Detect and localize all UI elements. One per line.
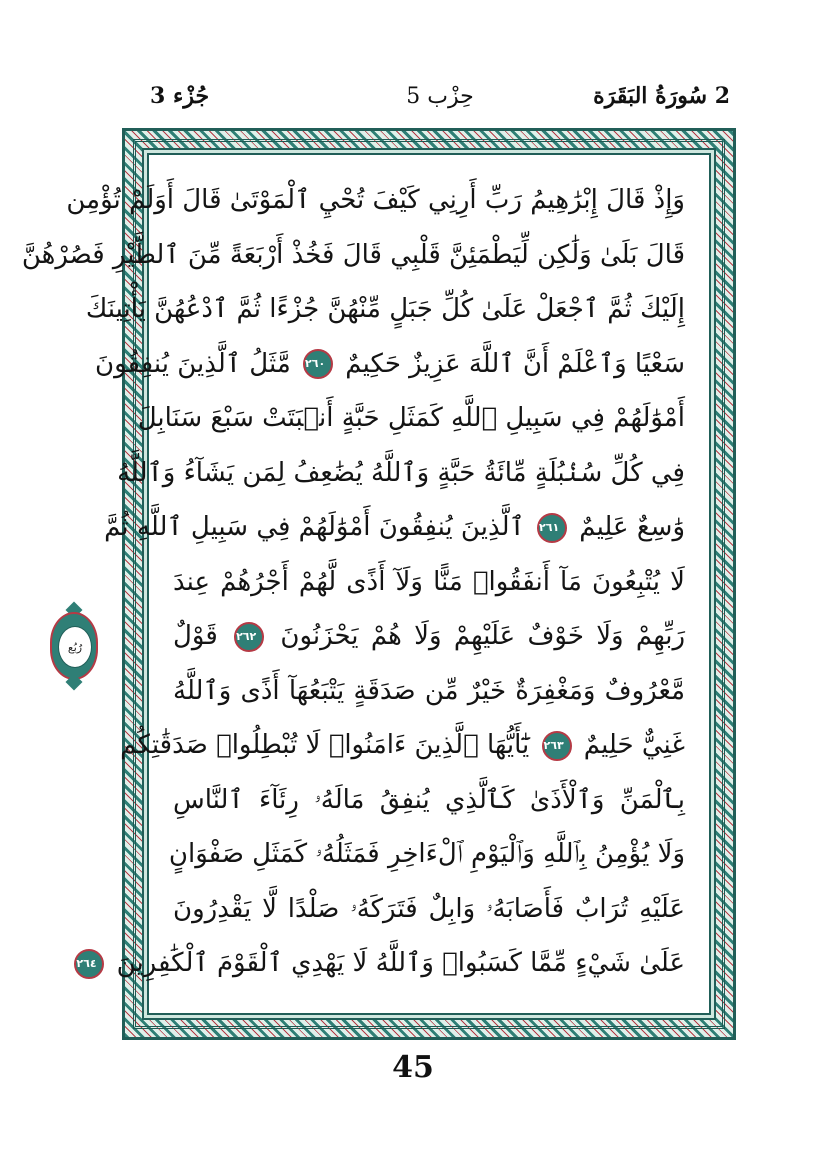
rub-marker: [44, 598, 104, 694]
quran-text: [21, 173, 685, 991]
ayah-number-marker: ٢٦٣: [542, 731, 572, 761]
text-line: غَنِيٌّ حَلِيمٌ ٢٦٣ يَٰٓأَيُّهَا ٱلَّذِينَ ءَامَنُوا۟ لَا تُبْطِلُوا۟ صَدَقَٰتِكُم: [120, 730, 685, 760]
text-line: فِي كُلِّ سُنۢبُلَةٍ مِّائَةُ حَبَّةٍ وَٱللَّهُ يُضَٰعِفُ لِمَن يَشَآءُ وَٱللَّهُ: [117, 457, 685, 488]
text-line: وَإِذْ قَالَ إِبْرَٰهِيمُ رَبِّ أَرِنِي كَيْفَ تُحْيِ ٱلْمَوْتَىٰ قَالَ أَوَلَمْ تُؤْمِن: [66, 185, 685, 215]
surah-name: 2 سُورَةُ البَقَرَة: [593, 83, 730, 109]
text-area: [21, 153, 711, 1015]
text-line: بِٱلْمَنِّ وَٱلْأَذَىٰ كَٱلَّذِي يُنفِقُ مَالَهُۥ رِئَآءَ ٱلنَّاسِ: [173, 784, 685, 815]
juz-label: جُزْء 3: [150, 83, 210, 109]
text-line: رَبِّهِمْ وَلَا خَوْفٌ عَلَيْهِمْ وَلَا هُمْ يَحْزَنُونَ ٢٦٢ قَوْلٌ: [173, 621, 685, 651]
text-line: عَلَيْهِ تُرَابٌ فَأَصَابَهُۥ وَابِلٌ فَتَرَكَهُۥ صَلْدًا لَّا يَقْدِرُونَ: [173, 893, 685, 924]
page-header: [150, 78, 730, 114]
text-line: لَا يُتْبِعُونَ مَآ أَنفَقُوا۟ مَنًّا وَلَآ أَذًى لَّهُمْ أَجْرُهُمْ عِندَ: [173, 566, 685, 597]
text-line: مَّعْرُوفٌ وَمَغْفِرَةٌ خَيْرٌ مِّن صَدَقَةٍ يَتْبَعُهَآ أَذًى وَٱللَّهُ: [173, 675, 685, 706]
text-line: وَلَا يُؤْمِنُ بِٱللَّهِ وَٱلْيَوْمِ ٱلْءَاخِرِ فَمَثَلُهُۥ كَمَثَلِ صَفْوَانٍ: [168, 839, 685, 869]
ayah-number-marker: ٢٦٢: [234, 622, 264, 652]
text-line: أَمْوَٰلَهُمْ فِي سَبِيلِ ٱللَّهِ كَمَثَلِ حَبَّةٍ أَنۢبَتَتْ سَبْعَ سَنَابِلَ: [137, 403, 685, 433]
ornamental-frame: [21, 128, 736, 1040]
ayah-number-marker: ٢٦٠: [303, 349, 333, 379]
page-number: 45: [392, 1050, 434, 1085]
hizb-label: حِزْب 5: [406, 83, 474, 109]
text-line: إِلَيْكَ ثُمَّ ٱجْعَلْ عَلَىٰ كُلِّ جَبَلٍ مِّنْهُنَّ جُزْءًا ثُمَّ ٱدْعُهُنَّ يَأْتِينَكَ: [85, 294, 685, 324]
text-line: عَلَىٰ شَيْءٍ مِّمَّا كَسَبُوا۟ وَٱللَّهُ لَا يَهْدِي ٱلْقَوْمَ ٱلْكَٰفِرِينَ ٢٦٤: [76, 948, 685, 978]
ayah-number-marker: ٢٦١: [537, 513, 567, 543]
text-line: قَالَ بَلَىٰ وَلَٰكِن لِّيَطْمَئِنَّ قَلْبِي قَالَ فَخُذْ أَرْبَعَةً مِّنَ ٱلطَّيْرِ فَصُرْهُنَّ: [21, 239, 685, 270]
ayah-number-marker: ٢٦٤: [74, 949, 104, 979]
text-line: وَٰسِعٌ عَلِيمٌ ٢٦١ ٱلَّذِينَ يُنفِقُونَ أَمْوَٰلَهُمْ فِي سَبِيلِ ٱللَّهِ ثُمَّ: [104, 512, 685, 542]
text-line: سَعْيًا وَٱعْلَمْ أَنَّ ٱللَّهَ عَزِيزٌ حَكِيمٌ ٢٦٠ مَّثَلُ ٱلَّذِينَ يُنفِقُونَ: [95, 348, 685, 379]
rub-marker-label: رُبُع: [58, 626, 92, 668]
